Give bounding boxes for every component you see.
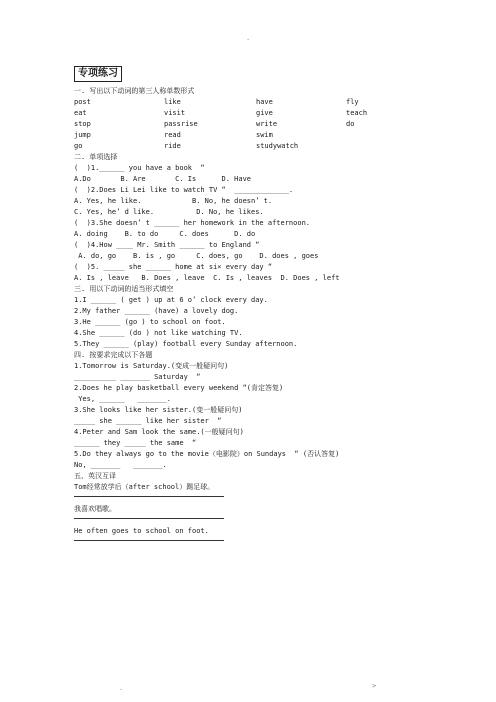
- translation-item: Tom经常放学后（after school）踢足球。: [74, 483, 215, 491]
- question-line: ( )5. _____ she ______ home at si× every day “: [74, 263, 273, 271]
- question-line: 3.He ______ (go ) to school on foot.: [74, 318, 226, 326]
- section-heading: 一. 写出以下动词的第三人称单数形式: [74, 87, 195, 95]
- verb-cell: have: [256, 98, 273, 106]
- verb-cell: read: [164, 131, 181, 139]
- answer-line: [74, 518, 224, 519]
- question-line: 1.I ______ ( get ) up at 6 o’ clock every day.: [74, 296, 268, 304]
- translation-item: He often goes to school on foot.: [74, 527, 209, 535]
- question-line: 2.My father ______ (have) a lovely dog.: [74, 307, 239, 315]
- question-line: A. do, go B. is , go C. does, go D. does , goes: [74, 252, 319, 260]
- verb-cell: like: [164, 98, 181, 106]
- section-heading: 五、英汉互译: [74, 472, 116, 480]
- question-line: 3.She looks like her sister.(变一般疑问句): [74, 406, 243, 414]
- translation-item: 我喜欢唱歌。: [74, 505, 116, 513]
- verb-cell: jump: [74, 131, 91, 139]
- section-heading: 四. 按要求完成以下各题: [74, 351, 153, 359]
- section-heading: 三. 用以下动词的适当形式填空: [74, 285, 174, 293]
- footer-mark-right: >: [372, 682, 377, 690]
- question-line: ( )1.______ you have a book “: [74, 164, 205, 172]
- question-line: A.Do B. Are C. Is D. Have: [74, 175, 252, 183]
- verb-cell: give: [256, 109, 273, 117]
- question-line: Yes, ______ _______.: [74, 395, 171, 403]
- worksheet-title: 专项练习: [74, 66, 122, 82]
- question-line: A. Is , leave B. Does , leave C. Is , leaves D. Does , left: [74, 274, 340, 282]
- verb-cell: post: [74, 98, 91, 106]
- answer-line: [74, 496, 224, 497]
- section-heading: 二. 单项选择: [74, 153, 118, 161]
- header-dot: .: [246, 34, 251, 42]
- question-line: 5.They ______ (play) football every Sunday afternoon.: [74, 340, 298, 348]
- verb-cell: eat: [74, 109, 87, 117]
- question-line: A. Yes, he like. B. No, he doesn’ t.: [74, 197, 273, 205]
- verb-cell: stop: [74, 120, 91, 128]
- question-line: 4.Peter and Sam look the same.(一般疑问句): [74, 428, 244, 436]
- verb-cell: visit: [164, 109, 186, 117]
- footer-dot-left: .: [119, 684, 124, 692]
- question-line: 2.Does he play basketball every weekend “(肯定答复): [74, 384, 284, 392]
- verb-cell: do: [346, 120, 355, 128]
- verb-cell: write: [256, 120, 278, 128]
- question-line: _____ she ______ like her sister “: [74, 417, 222, 425]
- verb-cell: fly: [346, 98, 359, 106]
- question-line: __________ _______ Saturday “: [74, 373, 201, 381]
- question-line: C. Yes, he’ d like. D. No, he likes.: [74, 208, 264, 216]
- question-line: 1.Tomorrow is Saturday.(变成一般疑问句): [74, 362, 229, 370]
- question-line: No, _______ _______.: [74, 461, 167, 469]
- question-line: ( )3.She doesn’ t ______ her homework in the afternoon.: [74, 219, 311, 227]
- verb-cell: teach: [346, 109, 368, 117]
- answer-line: [74, 540, 224, 541]
- verb-cell: go: [74, 142, 83, 150]
- verb-cell: studywatch: [256, 142, 299, 150]
- question-line: 4.She ______ (do ) not like watching TV.: [74, 329, 243, 337]
- question-line: ( )4.How ____ Mr. Smith ______ to England “: [74, 241, 260, 249]
- question-line: 5.Do they always go to the movie（电影院）on Sundays “ (否认答复): [74, 450, 340, 458]
- verb-cell: passrise: [164, 120, 198, 128]
- question-line: ______ they _____ the same “: [74, 439, 197, 447]
- verb-cell: ride: [164, 142, 181, 150]
- question-line: A. doing B. to do C. does D. do: [74, 230, 256, 238]
- question-line: ( )2.Does Li Lei like to watch TV “ _____________.: [74, 186, 294, 194]
- verb-cell: swim: [256, 131, 273, 139]
